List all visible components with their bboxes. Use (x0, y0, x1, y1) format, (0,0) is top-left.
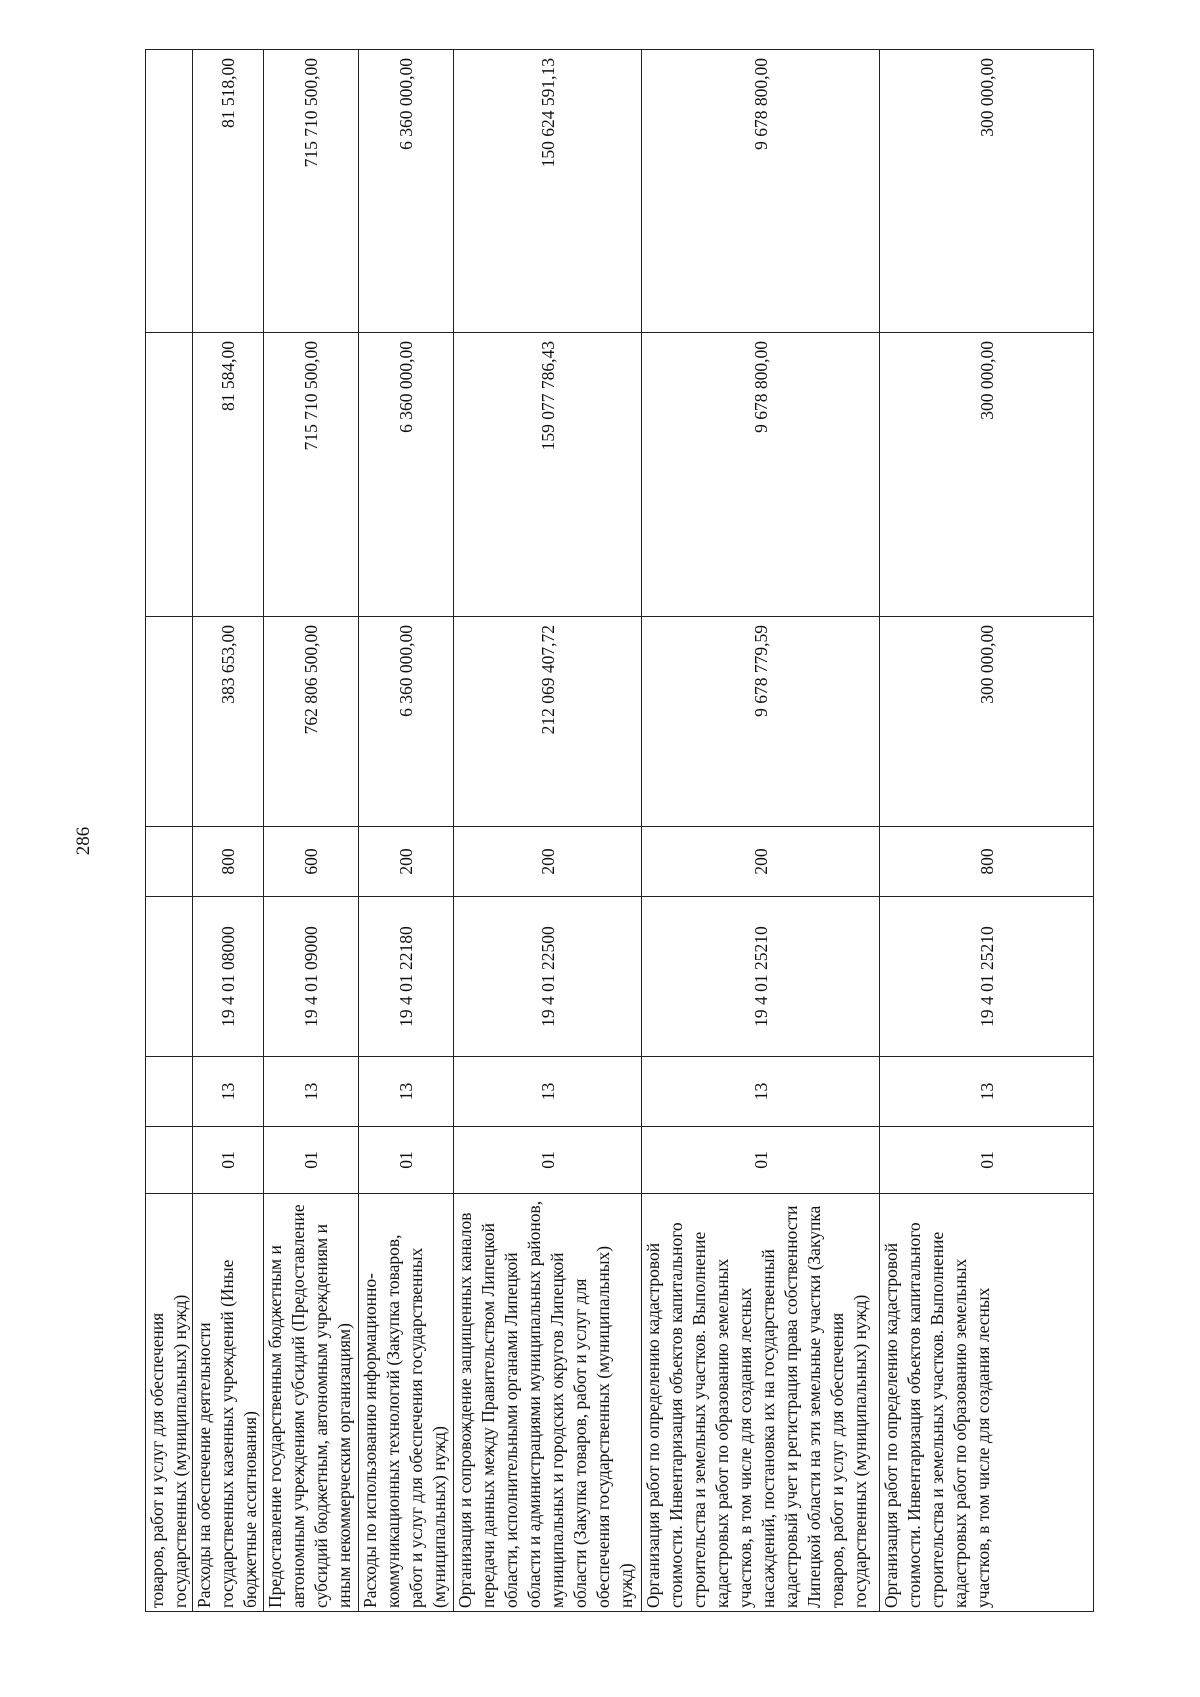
expense-type-code: 200 (454, 827, 642, 897)
expense-type-code: 200 (359, 827, 454, 897)
amount-3: 81 518,00 (193, 50, 264, 333)
amount-1 (146, 617, 193, 827)
table-row (264, 50, 359, 1612)
subsection-code (146, 1057, 193, 1127)
amount-1: 762 806 500,00 (264, 617, 359, 827)
amount-2: 81 584,00 (193, 333, 264, 617)
row-description: Организация работ по определению кадастровой стоимости. Инвентаризация объектов капитального строительства и земельных участков. Выполнение кадастровых работ по образованию земельных участков, в том числе для создания лесных (880, 1194, 1094, 1612)
subsection-code: 13 (642, 1057, 880, 1127)
budget-table (145, 49, 1094, 1612)
target-article-code: 19 4 01 09000 (264, 897, 359, 1057)
table-wrapper (145, 50, 1095, 1612)
amount-1: 383 653,00 (193, 617, 264, 827)
expense-type-code: 200 (642, 827, 880, 897)
subsection-code: 13 (193, 1057, 264, 1127)
amount-2: 159 077 786,43 (454, 333, 642, 617)
amount-2: 6 360 000,00 (359, 333, 454, 617)
amount-3 (146, 50, 193, 333)
row-description: Организация и сопровождение защищенных каналов передачи данных между Правительством Липецкой области, исполнительными органами Липецкой области и администрациями муниципальных районов, муниципальных и городских округов Липецкой области (Закупка товаров, работ и услуг для обеспечения государственных (муниципальных) нужд) (454, 1194, 642, 1612)
amount-3: 6 360 000,00 (359, 50, 454, 333)
target-article-code (146, 897, 193, 1057)
table-row (880, 50, 1094, 1612)
amount-2: 300 000,00 (880, 333, 1094, 617)
amount-3: 715 710 500,00 (264, 50, 359, 333)
amount-2: 9 678 800,00 (642, 333, 880, 617)
row-description: Расходы на обеспечение деятельности государственных казенных учреждений (Иные бюджетные ассигнования) (193, 1194, 264, 1612)
section-code: 01 (193, 1127, 264, 1194)
row-description: товаров, работ и услуг для обеспечения государственных (муниципальных) нужд) (146, 1194, 193, 1612)
amount-3: 9 678 800,00 (642, 50, 880, 333)
amount-1: 6 360 000,00 (359, 617, 454, 827)
table-row (359, 50, 454, 1612)
section-code: 01 (264, 1127, 359, 1194)
amount-3: 300 000,00 (880, 50, 1094, 333)
subsection-code: 13 (359, 1057, 454, 1127)
amount-2 (146, 333, 193, 617)
subsection-code: 13 (880, 1057, 1094, 1127)
amount-1: 9 678 779,59 (642, 617, 880, 827)
rotated-table-area (145, 50, 1095, 1612)
target-article-code: 19 4 01 25210 (880, 897, 1094, 1057)
section-code: 01 (642, 1127, 880, 1194)
section-code: 01 (359, 1127, 454, 1194)
subsection-code: 13 (264, 1057, 359, 1127)
expense-type-code: 800 (193, 827, 264, 897)
table-row (454, 50, 642, 1612)
table-row (193, 50, 264, 1612)
expense-type-code: 600 (264, 827, 359, 897)
target-article-code: 19 4 01 08000 (193, 897, 264, 1057)
subsection-code: 13 (454, 1057, 642, 1127)
amount-3: 150 624 591,13 (454, 50, 642, 333)
row-description: Предоставление государственным бюджетным и автономным учреждениям субсидий (Предоставление субсидий бюджетным, автономным учреждениям и иным некоммерческим организациям) (264, 1194, 359, 1612)
amount-2: 715 710 500,00 (264, 333, 359, 617)
expense-type-code: 800 (880, 827, 1094, 897)
table-row (146, 50, 193, 1612)
expense-type-code (146, 827, 193, 897)
target-article-code: 19 4 01 22180 (359, 897, 454, 1057)
target-article-code: 19 4 01 22500 (454, 897, 642, 1057)
section-code: 01 (454, 1127, 642, 1194)
amount-1: 212 069 407,72 (454, 617, 642, 827)
row-description: Расходы по использованию информационно-коммуникационных технологий (Закупка товаров, работ и услуг для обеспечения государственных (муниципальных) нужд) (359, 1194, 454, 1612)
amount-1: 300 000,00 (880, 617, 1094, 827)
row-description: Организация работ по определению кадастровой стоимости. Инвентаризация объектов капитального строительства и земельных участков. Выполнение кадастровых работ по образованию земельных участков, в том числе для создания лесных насаждений, постановка их на государственный кадастровый учет и регистрация права собственности Липецкой области на эти земельные участки (Закупка товаров, работ и услуг для обеспечения государственных (муниципальных) нужд) (642, 1194, 880, 1612)
target-article-code: 19 4 01 25210 (642, 897, 880, 1057)
table-row (642, 50, 880, 1612)
section-code (146, 1127, 193, 1194)
page-number: 286 (73, 826, 94, 856)
section-code: 01 (880, 1127, 1094, 1194)
